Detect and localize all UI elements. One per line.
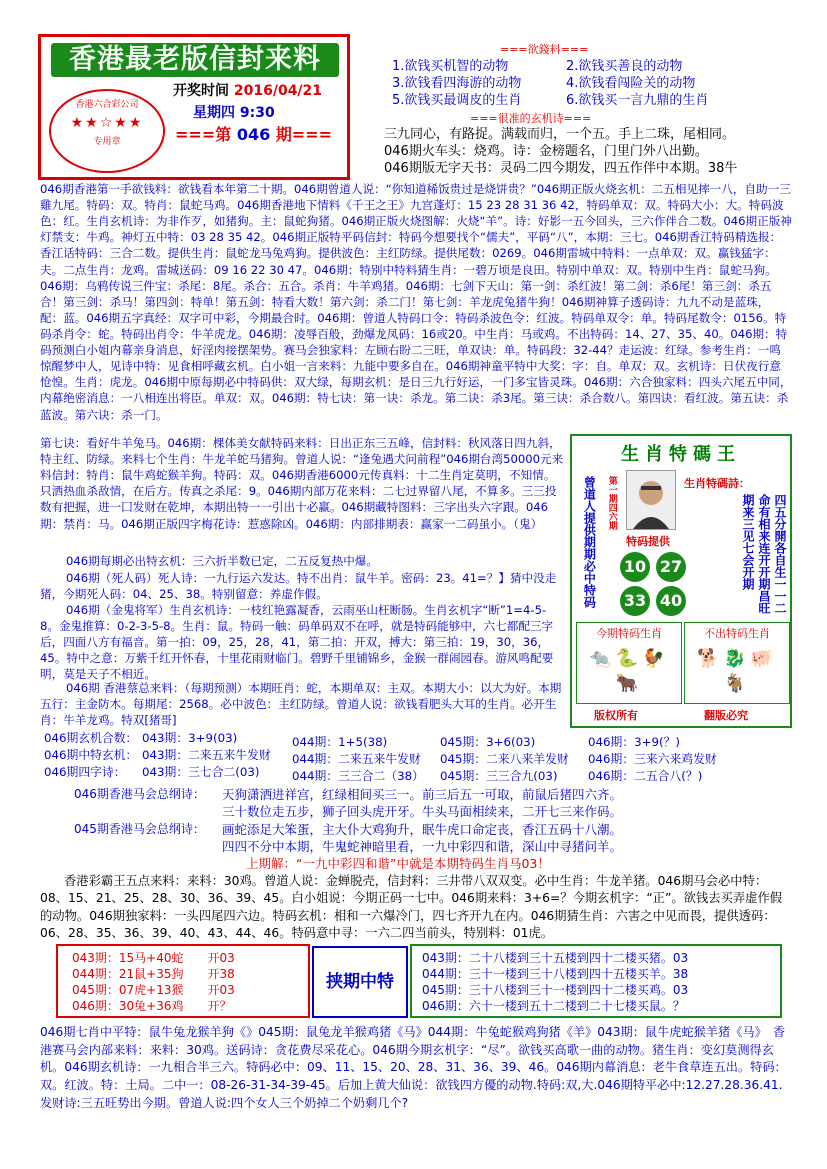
no-copy-text: 翻版必究 bbox=[704, 709, 748, 722]
header-box bbox=[38, 34, 350, 180]
zodiac-poem-label: 生肖特碼詩： bbox=[684, 477, 750, 490]
horse-poem-line-4: 四四不分中本期，牛鬼蛇神暗里看，一九中彩四和谐，深山中寻猪问羊。 bbox=[222, 839, 623, 854]
zodiac-issue-vertical: 第一期四六期 bbox=[606, 476, 617, 530]
company-seal bbox=[49, 89, 165, 173]
history-cell: 046期：二五合八(？) bbox=[588, 769, 703, 783]
current-zodiac-label: 今期特码生肖 bbox=[596, 627, 662, 640]
copyright-text: 版权所有 bbox=[594, 709, 638, 722]
interval-row: 043期：15马+40蛇 开03 bbox=[72, 951, 235, 965]
mystery-poem: 三九同心，有路捉。满载而归，一个五。手上二珠，尾相同。 bbox=[384, 127, 736, 142]
issue-number: 046 bbox=[236, 125, 271, 144]
interval-row: 046期：30兔+36鸡 开？ bbox=[72, 999, 232, 1013]
interval-table bbox=[56, 944, 310, 1018]
footer-text: 046期七肖中平特：鼠牛兔龙猴羊狗《》045期：鼠兔龙羊猴鸡猪《马》044期：牛兔蛇猴鸡狗猪《羊》043期：鼠牛虎蛇猴羊猪《马》 香港赛马会内部来料：来料：30鸡。送码诗：贪花费尽采花心。046期今期玄机字：“尽”。欲钱买高歌一曲的动物。猪生肖：变幻莫测得玄机。046期玄机诗：一九相合半三六。特码必中：09、11、15、20、28、31、36、39、46。046期内幕消息：老牛食草连五出。特码：双。红波。特：土局。二中一：08-26-31-34-39-45。后加上黄大仙说：欲钱四方優的动物.特码:双,大.046期特平必中:12.27.28.36.41.发财诗:三五旺势出今期。曾道人说:四个女人三个奶掉二个奶剩几个? bbox=[40, 1025, 787, 1110]
main-paragraph-6: 046期 香港蔡总来料：（每期预测）本期旺肖：蛇，本期单双：主双。本期大小：以大为好。本期五行：主金防木。每期尾：2568。必中波色：主红防绿。曾道人说：欲钱看肥头大耳的生肖。必开生肖：牛羊龙鸡。特双[猪哥] bbox=[40, 681, 562, 728]
main-text bbox=[40, 181, 792, 423]
main-paragraph-5: 046期（金鬼将军）生肖玄机诗：一枝红艳露凝香，云雨巫山枉断肠。生肖玄机字“断”1=4-5-8。金鬼推算：0-2-3-5-8。生肖：鼠。特码一触：码单码双不在呼，就是特码能够中，六七都配三字后，四面八方有福音。第一拍：09，25，28，41，第二拍：开双，搏大：第三拍：19，30，36，45。特中之意：万紫千红开怀春，十里花雨财临门。碧野千里铺锦乡，金猴一群闹园春。游风鸣配要明，莫是天子不相近。 bbox=[40, 603, 554, 682]
main-paragraph-2: 第七诀：看好牛羊兔马。046期：棵体美女献特码来料：日出正东三五峰，信封料：秋风落日四九斜，特主红、防绿。来料七个生肖：牛龙羊蛇马猪狗。曾道人说：“逢兔遇犬问前程”046期台湾50000元来料信封：特肖：鼠牛鸡蛇猴羊狗。特码：双。046期香港6000元传真料：十二生肖定莫明，不知情。只洒热血杀敌情，在后方。传真之杀尾：9。046期内部万花来料：二七过界留八尾，不算多。三三投数有把握，进一囗发财在乾坤，本期出特一一引出十必赢。046期藏特图料：三字出头六字跟。046期：禁肖：马。046期正版四字梅花诗：惹惑除凶。046期：内部排期表：赢家一二码虽小。（鬼） bbox=[40, 436, 564, 531]
current-zodiac-box bbox=[576, 622, 682, 704]
interval-row: 044期：21鼠+35狗 开38 bbox=[72, 967, 235, 981]
zodiac-poem: 四五分開各自生一一二命有相来连开开期昌旺期来三见七会开期 bbox=[741, 494, 787, 614]
wish-item-4: 4.欲钱看闯险关的动物 bbox=[566, 76, 696, 91]
code-circle: 33 bbox=[620, 586, 650, 616]
page-title: 香港最老版信封来料 bbox=[51, 43, 339, 77]
zodiac-panel bbox=[570, 434, 792, 728]
train-head: 046期火车头：烧鸡。诗：金榜题名，门里门外八出勤。 bbox=[384, 144, 708, 159]
history-cell: 043期：三七合二(03) bbox=[142, 765, 260, 779]
horse-poem-line-1: 天狗潇洒进祥宫，红绿相间买三一。前三后五一可取，前鼠后猪四六齐。 bbox=[222, 787, 623, 802]
draw-date: 2016/04/21 bbox=[233, 83, 323, 99]
portrait bbox=[626, 470, 676, 530]
history-cell: 045期：二来八来羊发财 bbox=[440, 752, 569, 766]
current-zodiac-animals: 🐀🐍🐓🐂 bbox=[589, 647, 669, 695]
horse-poem-line-3: 画蛇添足大笨蛋，主大仆大鸡狗升，眠牛虎口命定丧，香江五码十八潮。 bbox=[222, 822, 623, 837]
history-cell: 043期：3+9(03) bbox=[142, 731, 238, 745]
code-circle: 40 bbox=[656, 586, 686, 616]
history-cell: 043期：二来五来牛发财 bbox=[142, 748, 271, 762]
floor-table bbox=[410, 944, 782, 1018]
main-paragraph-3: 046期每期必出特玄机：三六折半数已定，二五反复热中爆。 bbox=[66, 554, 378, 568]
floor-row: 045期：三十八楼到三十一楼到四十二楼买鸡。03 bbox=[422, 983, 689, 997]
interval-row: 045期：07虎+13猴 开03 bbox=[72, 983, 235, 997]
excluded-zodiac-label: 不出特码生肖 bbox=[704, 627, 770, 640]
wish-item-1: 1.欲钱买机智的动物 bbox=[392, 59, 509, 74]
code-circle: 27 bbox=[656, 552, 686, 582]
code-circle: 10 bbox=[620, 552, 650, 582]
zodiac-panel-title: 生肖特碼王 bbox=[621, 444, 741, 465]
weekday-line bbox=[193, 104, 275, 124]
draw-time bbox=[173, 82, 322, 102]
excluded-zodiac-animals: 🐕🐉🐖🐐 bbox=[697, 647, 777, 695]
wish-item-2: 2.欲钱买善良的动物 bbox=[566, 59, 683, 74]
floor-row: 043期：二十八楼到三十五楼到四十二楼买猪。03 bbox=[422, 951, 689, 965]
wish-title: ===欲錢料=== bbox=[500, 43, 589, 56]
wish-item-5: 5.欲钱买最调皮的生肖 bbox=[392, 93, 522, 108]
horse-poem-answer: 上期解：“一九中彩四和谐”中就是本期特码生肖马03！ bbox=[246, 856, 550, 871]
issue-prefix: ===第 bbox=[175, 125, 232, 144]
history-cell: 044期：二来五来牛发财 bbox=[292, 752, 421, 766]
history-cell: 044期：三三合二（38） bbox=[292, 769, 424, 783]
issue-suffix: 期=== bbox=[275, 125, 333, 144]
history-cell: 044期：1+5(38) bbox=[292, 735, 388, 749]
main-paragraph-1: 046期香港第一手欲钱料：欲钱看本年第二十期。046期曾道人说：“你知道稀饭贵过是烧饼贵？”046期正版火烧玄机：二五相见摔一八，自助一三雞九尾。特码：双。特肖：鼠蛇马鸡。046期香港地下情料《千王之王》九宫蓬灯：15 23 28 31 36 42，特码单双：双。特码大小：大。特码波色：红。生肖玄机诗：为非作歹，如猪狗。主：鼠蛇狗猪。046期正版火烧图解：火烧“羊”。诗：好影一五今回头，三六作伴合二数。046期正版神灯禁支：牛鸡。神灯五中特：03 28 35 42。046期正版特平码信封：特码今想要找个“儒夫”，平码“八”，本期：三七。046期香江特码精选报：香江话特码：三合二数。提供生肖：鼠蛇龙马兔鸡狗。提供波色：主红防绿。提供尾数：0269。046期雷城中特料：一点单双：双。赢钱猛字：夫。二点生肖：龙鸡。雷城送码：09 16 22 30 47。046期：特别中特料猜生肖：一碧万顷是良田。特别中单双：双。特别中生肖：鼠蛇马狗。046期：乌鸦传说三件宝：杀尾：8尾。杀合：五合。杀肖：牛羊鸡猪。046期：七剑下天山：第一剑：杀红波！第二剑：杀6尾！第三剑：杀五合！第三剑：杀马！第四剑：特单！第五剑：特看大数！第六剑：杀二门！第七剑：羊龙虎兔猪牛狗！046期神算子透码诗：九九不动是蓝珠，配：蓝。046期五字真经：双字可中彩，今期最合时。046期：曾道人特码口令：特码杀波色令：红波。特码单双令：单。特码尾数令：0156。特码杀肖令：蛇。特码出肖令：牛羊虎龙。046期：凌辱百般，劲爆龙凤码：16或20。中生肖：马或鸡。不出特码：14、27、35、40。046期：特码预测白小姐内幕亲身消息，好淫肉接摆架势。赛马会独家料：左顾右盼二三旺，单双诀：单。特码段：32-44？走运波：红绿。参考生肖：一鸣惊醒梦中人，见诗中特：见食相呼藏玄机。白小姐一言来料：九能中要多自在。046期神童平特中大奖：字：自。单双：双。玄机诗：日伏夜行意怆惶。生肖：虎龙。046期中原每期必中特码供：双大绿，每期玄机：是日三九行好运，一门多宝皆灵珠。046期：六合独家料：四头六尾五中同，内幕绝密消息：一八相连出将臣。单双：双。046期：特七诀：第一诀：杀龙。第二诀：杀3尾。第三诀：杀合数八。第四诀：看红波。第五诀：杀蓝波。第六诀：杀一门。 bbox=[40, 182, 792, 422]
portrait-icon bbox=[627, 471, 675, 529]
horse-poem-line-2: 三十数位走五步，狮子回头虎开牙。牛头马面相续来，二开七三来作码。 bbox=[222, 804, 623, 819]
history-cell: 045期：3+6(03) bbox=[440, 735, 536, 749]
issue-line bbox=[175, 124, 332, 147]
seal-foot: 专用章 bbox=[93, 136, 121, 147]
draw-clock: 9:30 bbox=[239, 105, 275, 121]
history-cell: 046期：3+9(？) bbox=[588, 735, 681, 749]
history-cell: 046期：三来六来鸡发财 bbox=[588, 752, 717, 766]
zodiac-left-verse: 曾道人提供期期必中特码 bbox=[582, 476, 597, 608]
history-cell: 045期：三三合九(03) bbox=[440, 769, 558, 783]
poem-title: ===很准的玄机诗=== bbox=[470, 112, 592, 125]
wordless-book: 046期版无字天书：灵码二四今期发，四五作伴中本期。38牛 bbox=[384, 161, 738, 176]
floor-row: 044期：三十一楼到三十八楼到四十五楼买羊。38 bbox=[422, 967, 689, 981]
bawang-text: 香港彩霸王五点来料：来料：30鸡。曾道人说：金蝉脱壳，信封料：三井带八双双变。必中生肖：牛龙羊猪。046期马会必中特：08、15、21、25、28、30、36、39、45。白小姐说：今期正码一七中。046期来料：3+6=？今期玄机字：“正”。欲钱去买弄虚作假的动物。046期独家料：一头四尾四六边。特码玄机：相和一六爆冷门，四七齐开九在内。046期猜生肖：六害之中见而畏，提供透码：06、28、35、36、39、40、43、44、46。特码意中寻：一六二四当前头，特别料：01虎。 bbox=[40, 874, 783, 941]
horse-poem-label-2: 045期香港马会总纲诗： bbox=[74, 822, 205, 836]
seal-text: 香港六合彩公司 bbox=[75, 100, 139, 110]
draw-time-label: 开奖时间 bbox=[173, 83, 229, 99]
seal-stars: ★★☆★★ bbox=[70, 114, 144, 131]
main-paragraph-4: 046期（死人码）死人诗：一九行运六发达。特不出肖：鼠牛羊。密码：23。41=？】猜中没走猪，今期死人码：04、25、38。特别留意：养虚作假。 bbox=[40, 571, 557, 602]
history-label: 046期玄机合数： bbox=[44, 731, 138, 745]
wish-item-3: 3.欲钱看四海游的动物 bbox=[392, 76, 522, 91]
wish-item-6: 6.欲钱买一言九鼎的生肖 bbox=[566, 93, 709, 108]
history-label: 046期四字诗： bbox=[44, 765, 126, 779]
floor-row: 046期：六十一楼到五十二楼到二十七楼买鼠。？ bbox=[422, 999, 685, 1013]
horse-poem-label-1: 046期香港马会总纲诗： bbox=[74, 787, 205, 801]
code-provide-label: 特码提供 bbox=[626, 535, 670, 548]
weekday: 星期四 bbox=[193, 105, 235, 121]
interval-center-label: 挟期中特 bbox=[312, 946, 408, 1018]
excluded-zodiac-box bbox=[684, 622, 790, 704]
history-label: 046期中特玄机： bbox=[44, 748, 138, 762]
